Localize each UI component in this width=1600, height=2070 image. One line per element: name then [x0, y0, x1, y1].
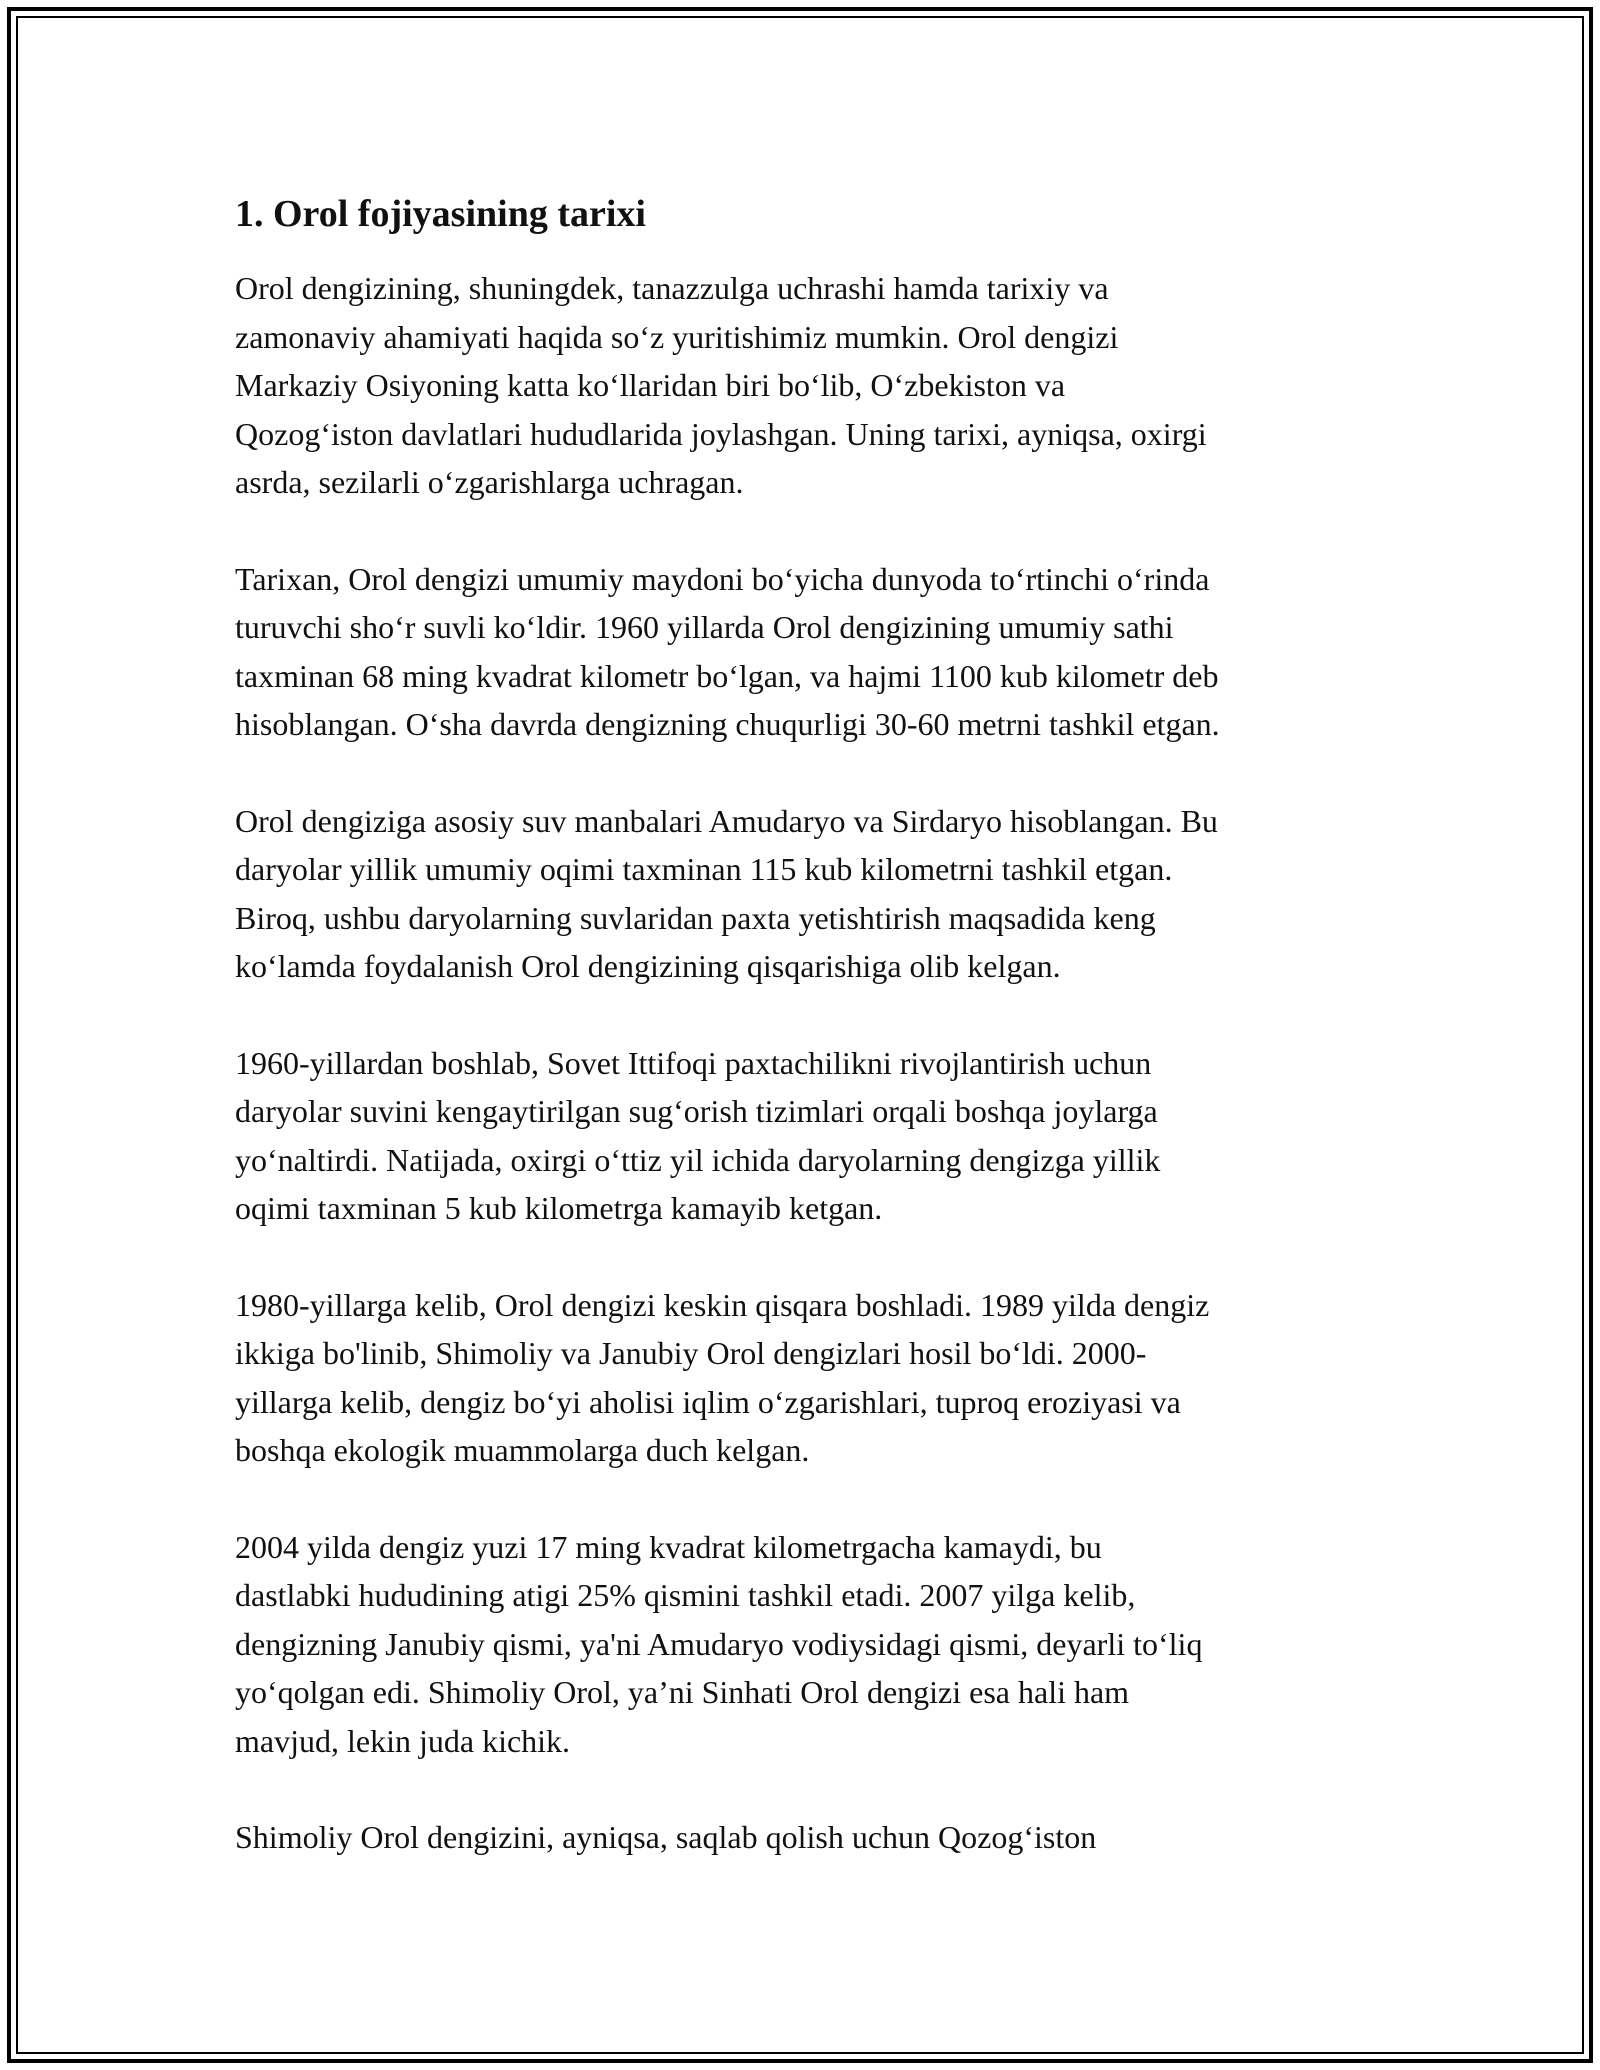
section-heading: 1. Orol fojiyasining tarixi: [235, 193, 646, 235]
paragraph-water-sources: Orol dengiziga asosiy suv manbalari Amudaryo va Sirdaryo hisoblangan. Bu daryolar yillik umumiy oqimi taxminan 115 kub kilometrni tashkil etgan. Biroq, ushbu daryolarning suvlaridan paxta yetishtirish maqsadida keng ko‘lamda foydalanish Orol dengizining qisqarishiga olib kelgan.: [235, 802, 1218, 984]
paragraph-history: Tarixan, Orol dengizi umumiy maydoni bo‘yicha dunyoda to‘rtinchi o‘rinda turuvchi sho‘r suvli ko‘ldir. 1960 yillarda Orol dengizining umumiy sathi taxminan 68 ming kvadrat kilometr bo‘lgan, va hajmi 1100 kub kilometr deb hisoblangan. O‘sha davrda dengizning chuqurligi 30-60 metrni tashkil etgan.: [235, 560, 1220, 742]
paragraph-1980s-decline: 1980-yillarga kelib, Orol dengizi keskin qisqara boshladi. 1989 yilda dengiz ikkiga bo'linib, Shimoliy va Janubiy Orol dengizlari hosil bo‘ldi. 2000- yillarga kelib, dengiz bo‘yi aholisi iqlim o‘zgarishlari, tuproq eroziyasi va boshqa ekologik muammolarga duch kelgan.: [235, 1286, 1210, 1468]
document-body: [235, 188, 1375, 1910]
paragraph-north-aral: Shimoliy Orol dengizini, ayniqsa, saqlab qolish uchun Qozog‘iston: [235, 1819, 1097, 1855]
paragraph-soviet-irrigation: 1960-yillardan boshlab, Sovet Ittifoqi paxtachilikni rivojlantirish uchun daryolar suvini kengaytirilgan sug‘orish tizimlari orqali boshqa joylarga yo‘naltirdi. Natijada, oxirgi o‘ttiz yil ichida daryolarning dengizga yillik oqimi taxminan 5 kub kilometrga kamayib ketgan.: [235, 1044, 1161, 1226]
paragraph-2000s-status: 2004 yilda dengiz yuzi 17 ming kvadrat kilometrgacha kamaydi, bu dastlabki hududining atigi 25% qismini tashkil etadi. 2007 yilga kelib, dengizning Janubiy qismi, ya'ni Amudaryo vodiysidagi qismi, deyarli to‘liq yo‘qolgan edi. Shimoliy Orol, ya’ni Sinhati Orol dengizi esa hali ham mavjud, lekin juda kichik.: [235, 1528, 1203, 1759]
paragraph-intro: Orol dengizining, shuningdek, tanazzulga uchrashi hamda tarixiy va zamonaviy ahamiyati haqida so‘z yuritishimiz mumkin. Orol dengizi Markaziy Osiyoning katta ko‘llaridan biri bo‘lib, O‘zbekiston va Qozog‘iston davlatlari hududlarida joylashgan. Uning tarixi, ayniqsa, oxirgi asrda, sezilarli o‘zgarishlarga uchragan.: [235, 270, 1207, 500]
